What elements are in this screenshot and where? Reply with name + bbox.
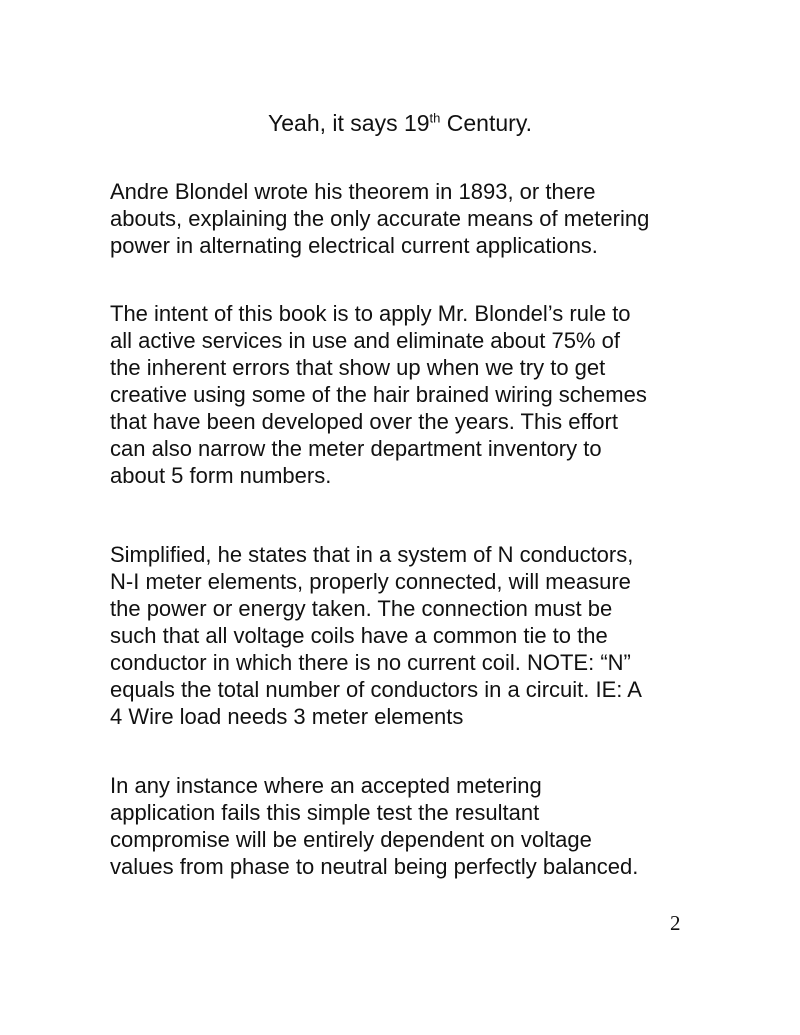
title-text: Yeah, it says 19 [268, 110, 430, 136]
paragraph-line: about 5 form numbers. [110, 463, 332, 488]
paragraph-line: Andre Blondel wrote his theorem in 1893, or there [110, 179, 596, 204]
paragraph-line: conductor in which there is no current coil. NOTE: “N” [110, 650, 631, 675]
paragraph-line: 4 Wire load needs 3 meter elements [110, 704, 464, 729]
paragraph-line: N-I meter elements, properly connected, will measure [110, 569, 631, 594]
paragraph-line: Simplified, he states that in a system of N conductors, [110, 542, 634, 567]
paragraph-line: equals the total number of conductors in a circuit. IE: A [110, 677, 642, 702]
page-number: 2 [670, 911, 681, 935]
paragraph-simplified-rule [110, 541, 710, 730]
page-title [0, 108, 800, 138]
paragraph-line: the power or energy taken. The connection must be [110, 596, 613, 621]
paragraph-book-intent [110, 300, 710, 489]
paragraph-line: creative using some of the hair brained wiring schemes [110, 382, 647, 407]
paragraph-line: can also narrow the meter department inventory to [110, 436, 602, 461]
title-superscript: th [429, 110, 441, 126]
paragraph-line: power in alternating electrical current applications. [110, 233, 598, 258]
paragraph-line: abouts, explaining the only accurate means of metering [110, 206, 650, 231]
paragraph-line: such that all voltage coils have a common tie to the [110, 623, 608, 648]
paragraph-blondel-theorem [110, 178, 710, 259]
paragraph-compromise [110, 772, 710, 880]
title-text-end: Century. [440, 110, 532, 136]
paragraph-line: all active services in use and eliminate about 75% of [110, 328, 620, 353]
paragraph-line: The intent of this book is to apply Mr. Blondel’s rule to [110, 301, 631, 326]
paragraph-line: application fails this simple test the resultant [110, 800, 540, 825]
paragraph-line: that have been developed over the years. This effort [110, 409, 618, 434]
paragraph-line: the inherent errors that show up when we try to get [110, 355, 606, 380]
paragraph-line: In any instance where an accepted metering [110, 773, 542, 798]
paragraph-line: compromise will be entirely dependent on voltage [110, 827, 592, 852]
paragraph-line: values from phase to neutral being perfectly balanced. [110, 854, 639, 879]
